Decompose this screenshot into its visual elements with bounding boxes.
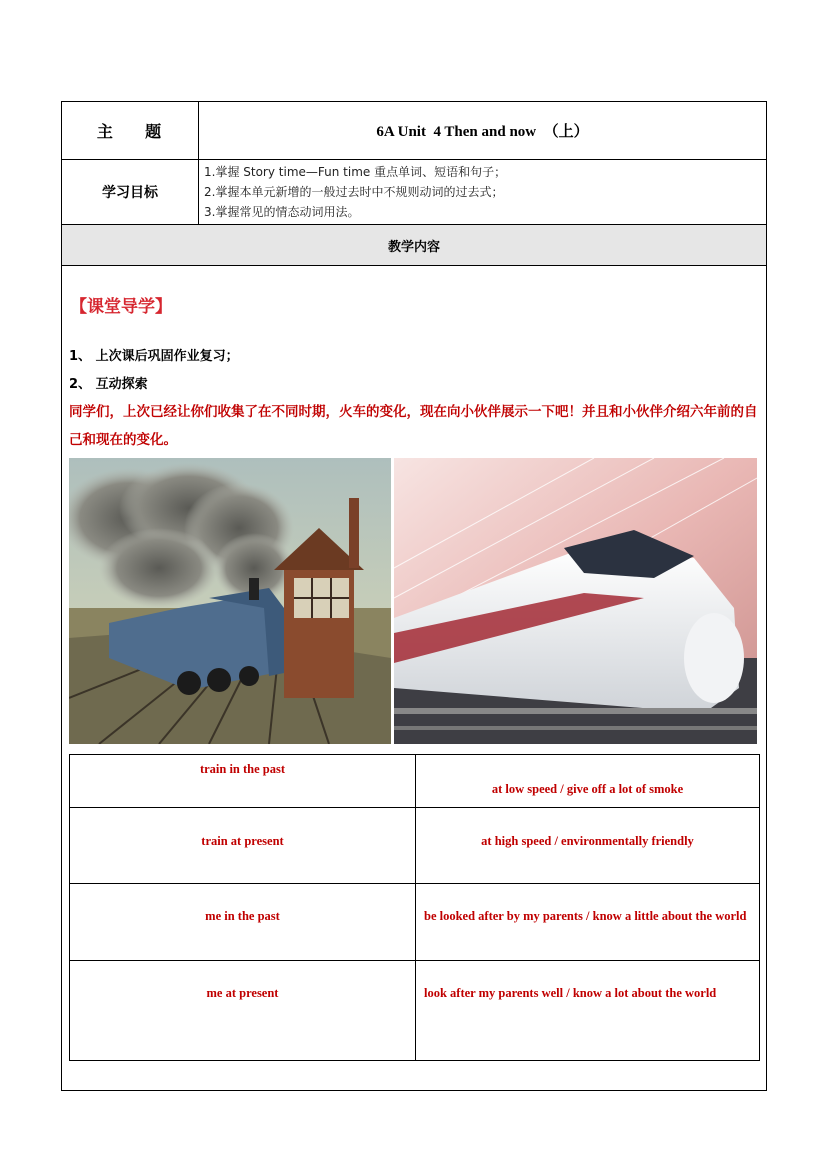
content-header-row <box>62 225 766 266</box>
goal-item: 3.掌握常见的情态动词用法。 <box>204 205 360 219</box>
row-label-text: me in the past <box>205 909 280 923</box>
row-label <box>70 961 416 1061</box>
goal-item: 2.掌握本单元新增的一般过去时中不规则动词的过去式； <box>204 185 504 199</box>
row-value-text: at low speed / give off a lot of smoke <box>491 782 684 796</box>
goals-label: 学习目标 <box>62 160 199 224</box>
goals-list <box>204 162 506 222</box>
row-label <box>70 755 416 808</box>
row-label-text: train in the past <box>199 762 286 776</box>
comparison-table <box>69 754 760 1061</box>
row-label <box>70 808 416 884</box>
activity-prompt: 同学们，上次已经让你们收集了在不同时期，火车的变化，现在向小伙伴展示一下吧！并且和小伙伴介绍六年前的自己和现在的变化。 <box>69 404 758 448</box>
high-speed-train-image <box>394 458 757 744</box>
row-value <box>416 755 760 808</box>
row-value-text: look after my parents well / know a lot about the world <box>424 986 717 1000</box>
row-value <box>416 884 760 961</box>
table-row <box>70 808 760 884</box>
section-title: 【课堂导学】 <box>70 297 172 317</box>
steam-train-image <box>69 458 391 744</box>
goal-item: 1.掌握 Story time—Fun time 重点单词、短语和句子； <box>204 165 507 179</box>
table-row <box>70 755 760 808</box>
table-row <box>70 961 760 1061</box>
row-value <box>416 808 760 884</box>
row-value <box>416 961 760 1061</box>
topic-label: 主 题 <box>62 102 199 159</box>
explore-item: 2、 互动探索 <box>69 377 148 392</box>
review-item: 1、 上次课后巩固作业复习； <box>69 349 239 364</box>
row-value-text: be looked after by my parents / know a little about the world <box>424 909 747 923</box>
topic-row <box>62 102 766 160</box>
row-value-text: at high speed / environmentally friendly <box>481 834 694 848</box>
row-label <box>70 884 416 961</box>
table-row <box>70 884 760 961</box>
content-label: 教学内容 <box>387 239 440 255</box>
goals-row <box>62 160 766 225</box>
row-label-text: train at present <box>201 834 284 848</box>
topic-title: 6A Unit 4 Then and now （上） <box>376 124 589 140</box>
row-label-text: me at present <box>206 986 279 1000</box>
